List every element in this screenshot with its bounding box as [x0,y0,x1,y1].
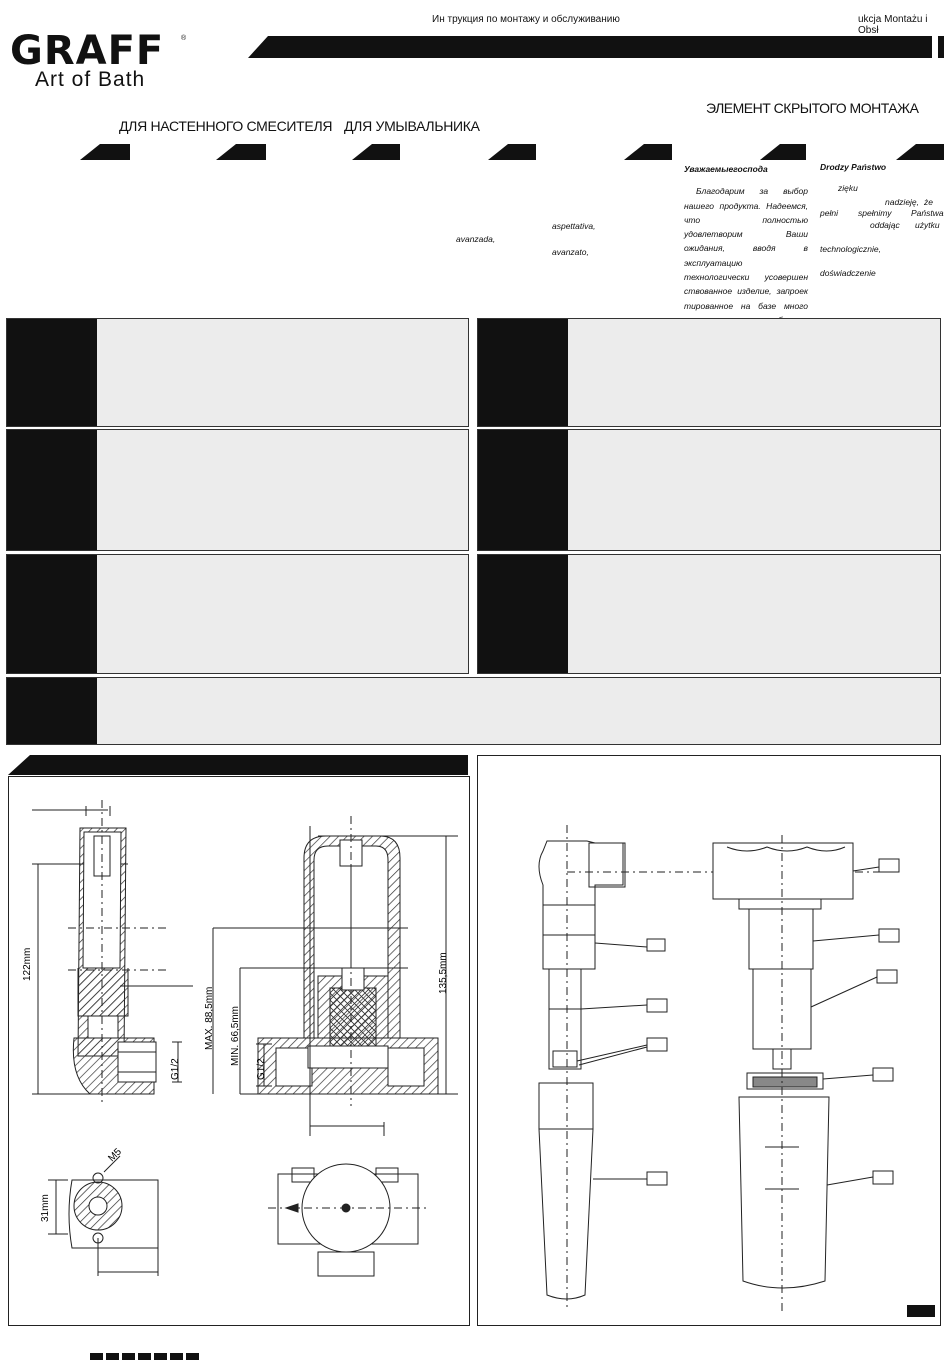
pl-word: że [924,197,933,207]
footer-mark [106,1353,119,1360]
footer-mark [122,1353,135,1360]
part-label-box [647,1172,667,1185]
pl-word: Państwa [911,208,944,218]
header-pl-title: ukcja Montażu i Obsł [858,14,928,36]
dim-label: MIN. 66,5mm [230,1005,241,1066]
dim-label: 135,5mm [438,952,449,994]
part-label-box [879,859,899,872]
page-tab [907,1305,935,1317]
exploded-view-drawing [477,755,939,1324]
intro-ru-heading: Уважаемыегоспода [684,164,768,174]
pl-word: oddając [870,220,900,230]
brand-tagline: Art of Bath [35,68,146,91]
part-label-box [879,929,899,942]
intro-pl-heading: Drodzy Państwo [820,162,887,172]
pl-word: nadzieję, [885,197,920,207]
dim-label: 122mm [22,947,33,981]
it-text-1: aspettativa, [552,221,596,231]
info-box [477,429,941,551]
footer-mark [138,1353,151,1360]
dim-label: G1/2 [256,1058,267,1080]
pl-word: spełnimy [858,208,892,218]
info-box [6,554,469,674]
part-label-box [647,939,665,951]
pl-word: technologicznie, [820,244,881,254]
footer-mark [154,1353,167,1360]
footer-mark [170,1353,183,1360]
pl-word: zięku [838,183,858,193]
info-box [477,554,941,674]
pl-word: doświadczenie [820,268,876,278]
footer-mark [90,1353,103,1360]
part-label-box [877,970,897,983]
product-subtitle-2: ДЛЯ УМЫВАЛЬНИКА [344,118,480,134]
header-ru-title: Ин трукция по монтажу и обслуживанию [432,14,620,25]
pl-word: pełni [820,208,838,218]
dim-label: 31mm [40,1194,51,1222]
footer-mark [186,1353,199,1360]
part-label-box [873,1171,893,1184]
part-label-box [647,999,667,1012]
registered-mark: ® [181,35,187,42]
part-label-box [647,1038,667,1051]
info-box [477,318,941,427]
brand-logo: GRAFF [10,28,165,74]
intro-ru-body: Благодарим за выбор нашего продукта. Надеемся, что полностью удовлетворим Ваши ожидания, вводя в эксплуатацию технологически усовершен ствованное изделие, запроек тированное на базе много [684,186,808,311]
dim-label: G1/2 [170,1058,181,1080]
part-label-box [873,1068,893,1081]
dim-label: M5 [106,1146,124,1165]
dim-label: MAX. 88,5mm [204,986,215,1050]
product-title: ЭЛЕМЕНТ СКРЫТОГО МОНТАЖА [706,100,919,116]
info-box [6,429,469,551]
info-box [6,318,469,427]
product-subtitle-1: ДЛЯ НАСТЕННОГО СМЕСИТЕЛЯ [119,118,333,134]
language-tabs [0,143,950,161]
dimension-drawing [8,776,468,1324]
pl-word: użytku [915,220,940,230]
it-text-2: avanzada, [456,234,496,244]
info-box-wide [6,677,941,745]
it-text-3: avanzato, [552,247,589,257]
dimensions-section-bar [8,755,468,775]
